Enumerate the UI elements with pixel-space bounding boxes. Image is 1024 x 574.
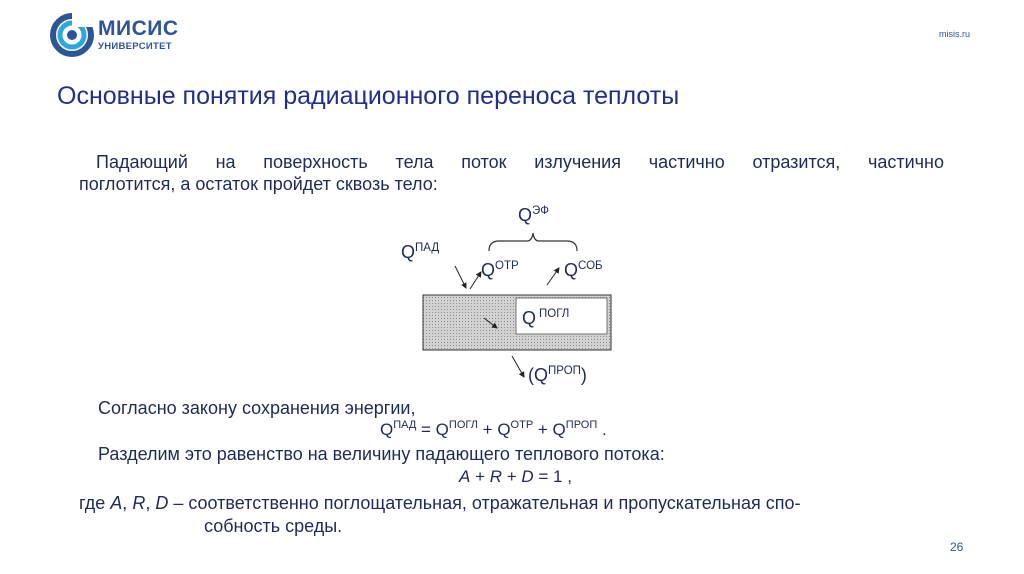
own-arrow [547, 268, 559, 285]
energy-balance-formula: $Q^{ПАД} = Q^{ПОГЛ} + Q^{ОТР} + Q^{ПРОП}$ . [380, 419, 607, 439]
page-number: 26 [950, 540, 964, 554]
where-line-2: собность среды. [204, 516, 343, 536]
reflected-arrow [470, 272, 481, 289]
label-q-effective: $Q^{ЭФ}$ [518, 205, 550, 225]
effective-brace [489, 233, 577, 251]
label-q-absorbed: Q $^{ПОГЛ}$ [522, 308, 570, 328]
transmitted-arrow [512, 356, 524, 377]
divide-text: Разделим это равенство на величину падающего теплового потока: [98, 444, 665, 464]
slide-title: Основные понятия радиационного переноса теплоты [57, 82, 680, 110]
label-q-incident: $Q^{ПАД}$ [401, 242, 440, 262]
label-q-transmitted: $(Q^{ПРОП})$ [528, 365, 587, 385]
coefficients-formula: A + R + D = 1 , [459, 467, 572, 486]
energy-conservation-text: Согласно закону сохранения энергии, [98, 398, 416, 418]
where-line-1: где A, R, D – соответственно поглощательная, отражательная и пропускательная спо- [79, 493, 801, 513]
site-link[interactable]: misis.ru [939, 29, 970, 39]
label-q-own: $Q^{СОБ}$ [564, 260, 603, 280]
intro-line-1: Падающий на поверхность тела поток излучения частично отразится, частично [96, 152, 944, 172]
label-q-reflected: $Q^{ОТР}$ [481, 260, 519, 280]
intro-line-2: поглотится, а остаток пройдет сквозь тело: [79, 174, 438, 194]
logo-subtitle: УНИВЕРСИТЕТ [98, 41, 172, 52]
logo-name: МИСИС [98, 17, 179, 40]
incident-arrow [455, 266, 466, 288]
